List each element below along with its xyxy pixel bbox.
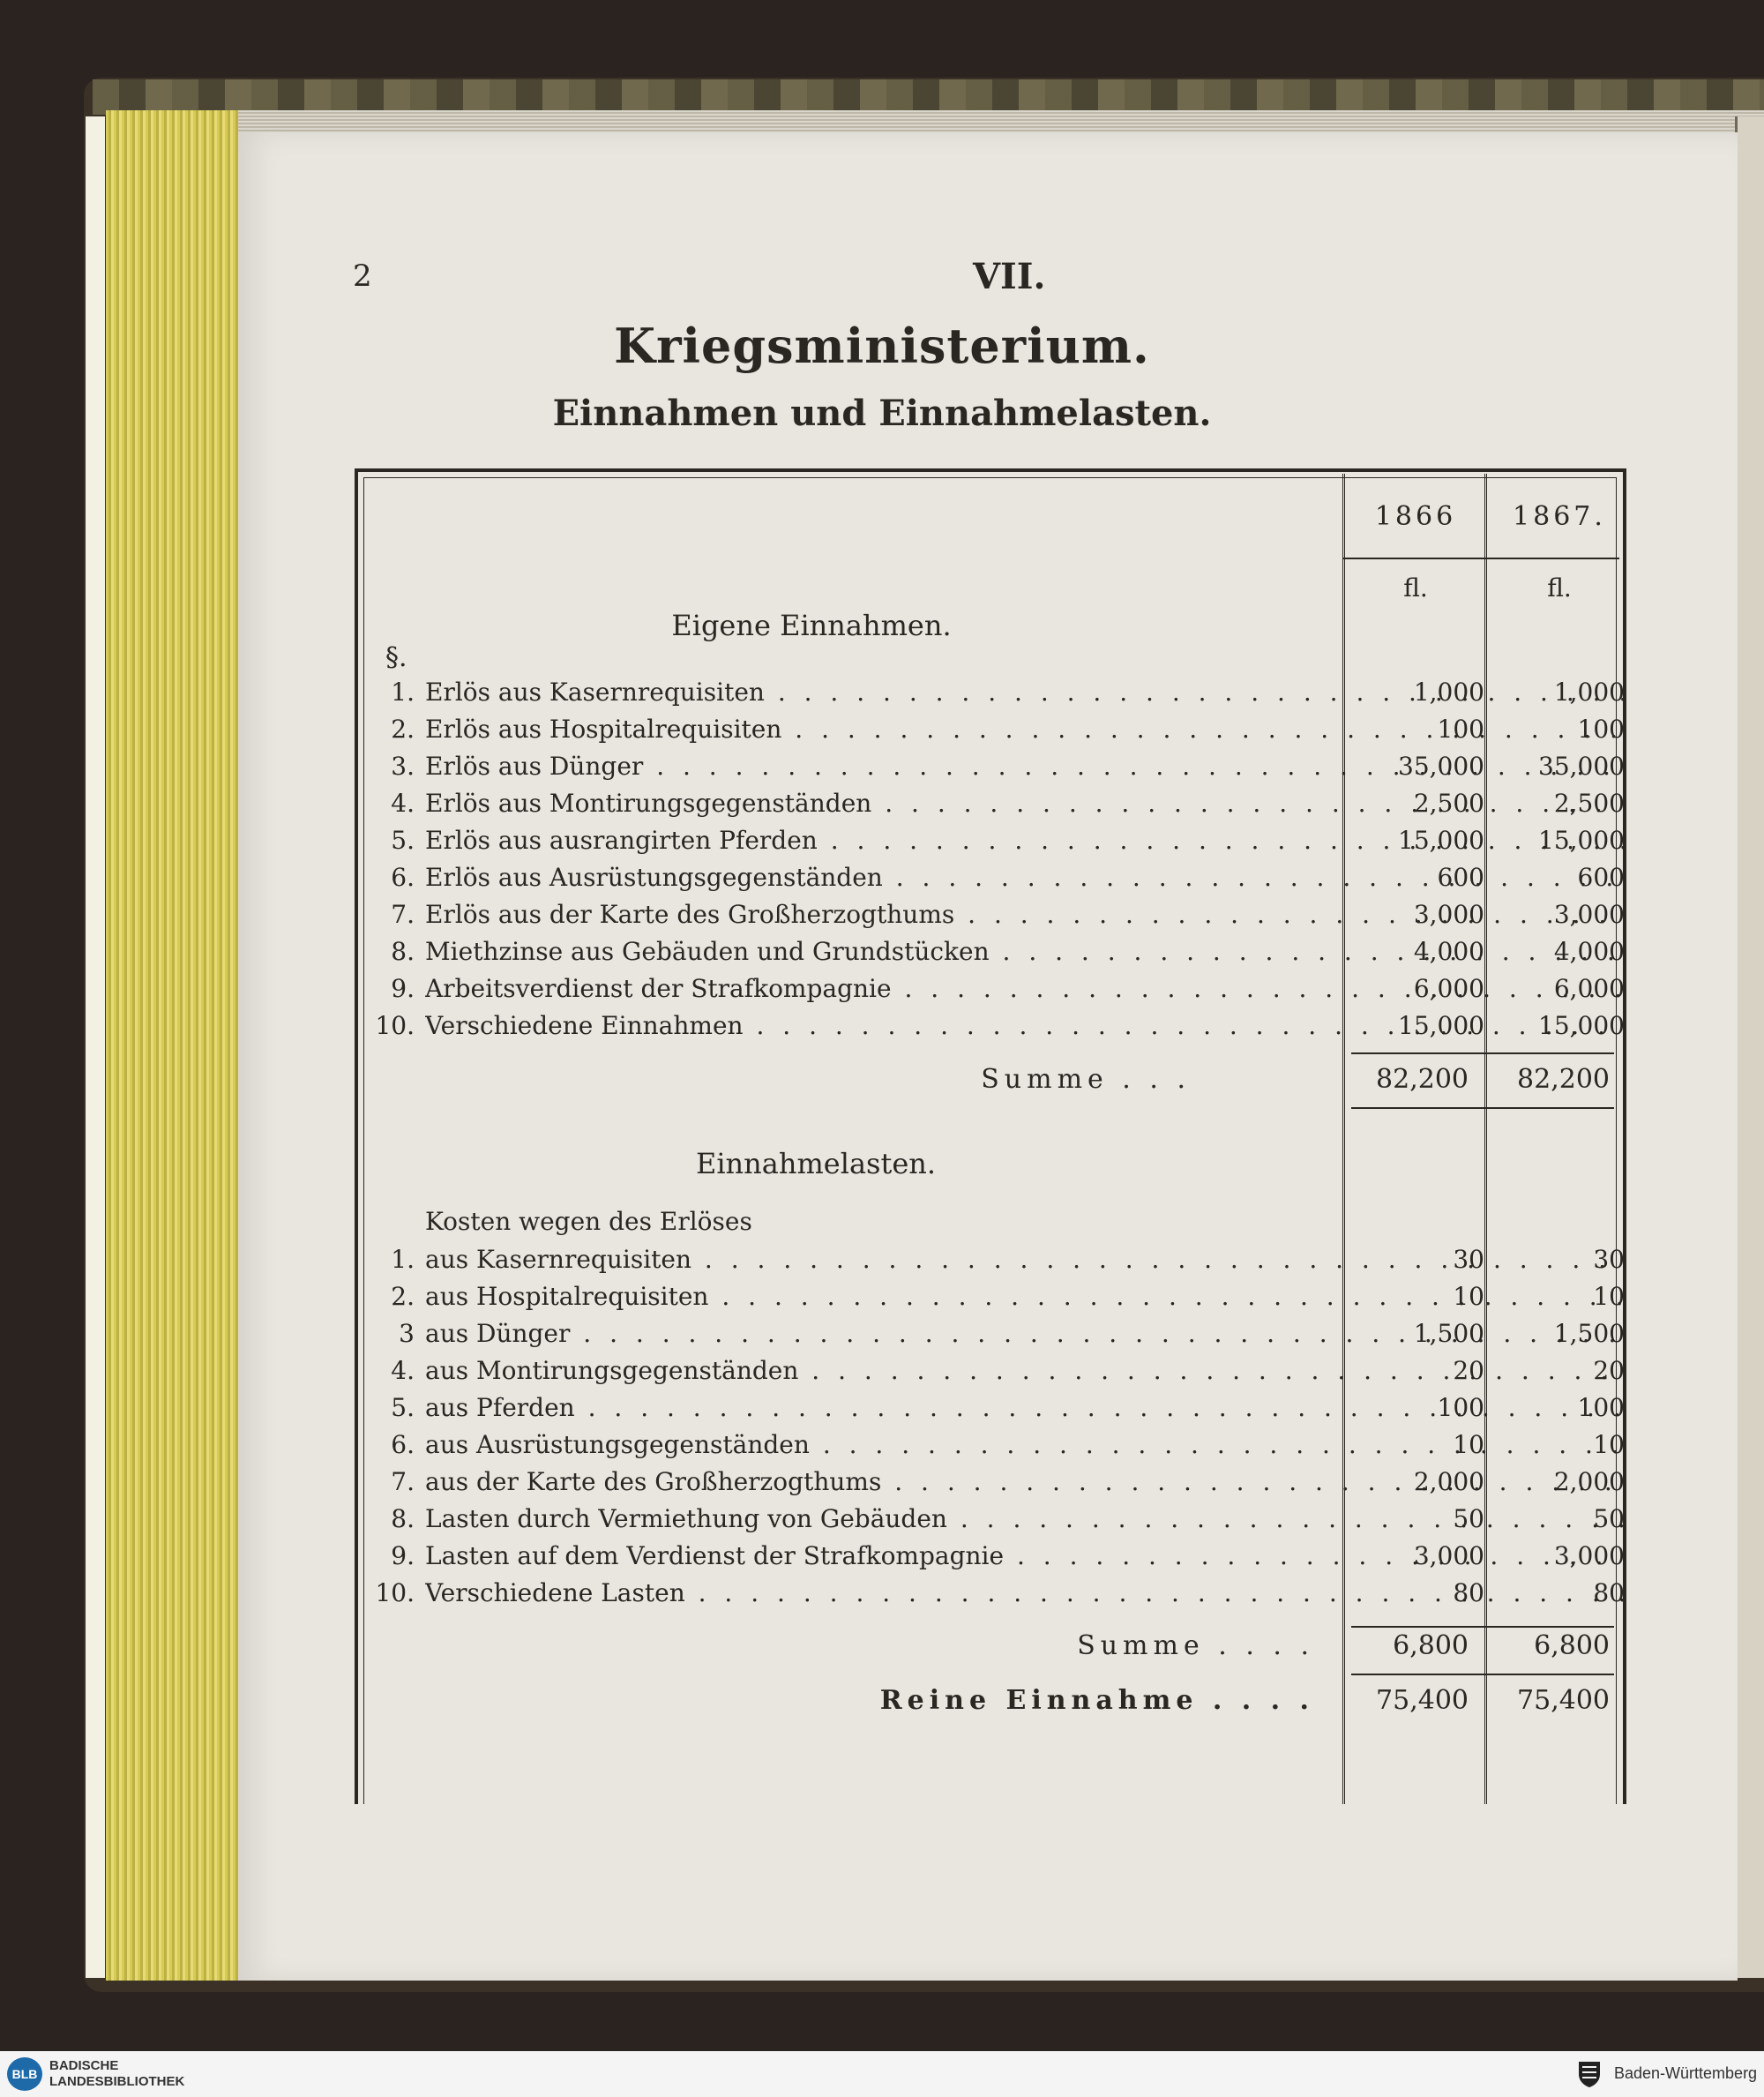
row-number: 10. [375, 1578, 415, 1607]
row-label: Erlös aus Ausrüstungsgegenständen . . . [425, 860, 1623, 895]
value-1866: 6,000 [1413, 974, 1484, 1003]
value-1867: 30 [1593, 1245, 1625, 1274]
row-label: Miethzinse aus Gebäuden und Grundstücken . . . [425, 934, 1623, 970]
value-1867: 100 [1577, 1393, 1625, 1422]
table-row [370, 1427, 1623, 1463]
value-1866: 100 [1437, 1393, 1484, 1422]
row-label: aus Kasernrequisiten . . . [425, 1242, 1623, 1277]
row-number: 5. [391, 826, 415, 855]
value-1867: 1,500 [1553, 1319, 1625, 1348]
row-number: 1. [391, 678, 415, 707]
row-number: 5. [391, 1393, 415, 1422]
row-number: 3. [391, 752, 415, 781]
row-number: 8. [391, 1504, 415, 1533]
value-1867: 100 [1577, 715, 1625, 744]
burdens-sum-1866: 6,800 [1393, 1630, 1469, 1661]
row-number: 1. [391, 1245, 415, 1274]
value-1866: 15,000 [1398, 826, 1484, 855]
row-number: 8. [391, 937, 415, 966]
value-1867: 600 [1577, 863, 1625, 892]
chapter-number: VII. [973, 256, 1046, 297]
table-row [370, 971, 1623, 1007]
row-label: Erlös aus der Karte des Großherzogthums . . . [425, 897, 1623, 932]
row-label: aus Pferden . . . [425, 1390, 1623, 1426]
value-1866: 20 [1453, 1356, 1484, 1385]
row-number: 4. [391, 1356, 415, 1385]
value-1866: 10 [1453, 1430, 1484, 1459]
row-number: 9. [391, 1541, 415, 1570]
library-name-line2: LANDESBIBLIOTHEK [49, 2074, 185, 2089]
value-1866: 80 [1453, 1578, 1484, 1607]
crest-icon [1577, 2060, 1602, 2088]
table-row [370, 712, 1623, 747]
row-label: Verschiedene Lasten . . . [425, 1576, 1623, 1611]
net-income-1867: 75,400 [1517, 1685, 1610, 1716]
table-row [370, 1242, 1623, 1277]
row-label: aus Dünger . . . [425, 1316, 1623, 1352]
row-label: Verschiedene Einnahmen . . . [425, 1008, 1623, 1044]
value-1866: 10 [1453, 1282, 1484, 1311]
state-name[interactable]: Baden-Württemberg [1614, 2064, 1758, 2082]
table-row [370, 934, 1623, 970]
sum-rule-bottom [1351, 1107, 1614, 1109]
value-1866: 4,000 [1413, 937, 1484, 966]
row-label: Erlös aus Hospitalrequisiten . . . [425, 712, 1623, 747]
page-title: Kriegsministerium. [614, 318, 1150, 374]
page-subtitle: Einnahmen und Einnahmelasten. [552, 393, 1212, 434]
value-1866: 2,000 [1413, 1467, 1484, 1496]
burdens-sum-1867: 6,800 [1534, 1630, 1610, 1661]
row-number: 4. [391, 789, 415, 818]
value-1866: 3,000 [1413, 1541, 1484, 1570]
value-1866: 100 [1437, 715, 1484, 744]
table-row [370, 1576, 1623, 1611]
burdens-intro: Kosten wegen des Erlöses [425, 1207, 752, 1236]
value-1867: 50 [1593, 1504, 1625, 1533]
blb-logo-icon[interactable]: BLB [7, 2057, 42, 2091]
value-1867: 35,000 [1538, 752, 1625, 781]
row-number: 3 [399, 1319, 415, 1348]
value-1866: 600 [1437, 863, 1484, 892]
value-1867: 6,000 [1553, 974, 1625, 1003]
sum-rule-bottom [1351, 1674, 1614, 1675]
row-number: 7. [391, 1467, 415, 1496]
row-label: Arbeitsverdienst der Strafkompagnie . . . [425, 971, 1623, 1007]
table-row [370, 1008, 1623, 1044]
row-number: 2. [391, 1282, 415, 1311]
table-row [370, 823, 1623, 858]
burdens-heading: Einnahmelasten. [695, 1147, 937, 1180]
net-income-1866: 75,400 [1376, 1685, 1469, 1716]
unit-header-1867: fl. [1547, 573, 1572, 603]
value-1866: 35,000 [1398, 752, 1484, 781]
value-1867: 80 [1593, 1578, 1625, 1607]
row-number: 7. [391, 900, 415, 929]
value-1866: 3,000 [1413, 900, 1484, 929]
value-1866: 50 [1453, 1504, 1484, 1533]
value-1867: 10 [1593, 1430, 1625, 1459]
value-1867: 20 [1593, 1356, 1625, 1385]
value-1866: 1,500 [1413, 1319, 1484, 1348]
table-row [370, 860, 1623, 895]
income-sum-label: Summe . . . [981, 1064, 1191, 1095]
row-label: Erlös aus ausrangirten Pferden . . . [425, 823, 1623, 858]
net-income-label: Reine Einnahme . . . . [879, 1685, 1314, 1716]
value-1867: 2,000 [1553, 1467, 1625, 1496]
table-row [370, 1279, 1623, 1314]
gilt-page-edges [106, 110, 238, 1981]
row-label: Lasten auf dem Verdienst der Strafkompagnie . . . [425, 1539, 1623, 1574]
library-footer [0, 2051, 1764, 2097]
row-label: aus Montirungsgegenständen . . . [425, 1353, 1623, 1389]
income-heading: Eigene Einnahmen. [671, 609, 952, 642]
year-header-rule [1342, 558, 1619, 559]
row-number: 6. [391, 863, 415, 892]
page-number: 2 [353, 258, 372, 294]
value-1866: 2,500 [1413, 789, 1484, 818]
row-label: Erlös aus Dünger . . . [425, 749, 1623, 784]
table-row [370, 1316, 1623, 1352]
burdens-sum-label: Summe . . . . [1077, 1630, 1314, 1661]
library-name-line1: BADISCHE [49, 2058, 119, 2073]
table-row [370, 1353, 1623, 1389]
table-row [370, 1464, 1623, 1500]
table-row [370, 749, 1623, 784]
table-row [370, 786, 1623, 821]
row-number: 9. [391, 974, 415, 1003]
marbled-cover-edge [93, 79, 1764, 115]
row-label: aus Ausrüstungsgegenständen . . . [425, 1427, 1623, 1463]
row-number: 6. [391, 1430, 415, 1459]
row-label: Erlös aus Montirungsgegenständen . . . [425, 786, 1623, 821]
value-1867: 2,500 [1553, 789, 1625, 818]
income-sum-1867: 82,200 [1517, 1064, 1610, 1095]
library-name[interactable] [49, 2058, 184, 2090]
value-1867: 1,000 [1553, 678, 1625, 707]
value-1866: 15,000 [1398, 1011, 1484, 1040]
table-row [370, 1502, 1623, 1537]
row-label: aus der Karte des Großherzogthums . . . [425, 1464, 1623, 1500]
row-label: aus Hospitalrequisiten . . . [425, 1279, 1623, 1314]
row-label: Erlös aus Kasernrequisiten . . . [425, 675, 1623, 710]
value-1867: 3,000 [1553, 1541, 1625, 1570]
column-header-1866: 1866 [1374, 501, 1457, 532]
value-1867: 10 [1593, 1282, 1625, 1311]
value-1866: 30 [1453, 1245, 1484, 1274]
sum-rule-top [1351, 1626, 1614, 1628]
income-sum-1866: 82,200 [1376, 1064, 1469, 1095]
row-number: 10. [375, 1011, 415, 1040]
table-row [370, 897, 1623, 932]
value-1867: 4,000 [1553, 937, 1625, 966]
table-row [370, 1539, 1623, 1574]
row-number: 2. [391, 715, 415, 744]
value-1867: 15,000 [1538, 826, 1625, 855]
sum-rule-top [1351, 1052, 1614, 1054]
value-1866: 1,000 [1413, 678, 1484, 707]
unit-header-1866: fl. [1403, 573, 1428, 603]
column-header-1867: 1867. [1513, 501, 1606, 532]
table-row [370, 675, 1623, 710]
value-1867: 3,000 [1553, 900, 1625, 929]
table-row [370, 1390, 1623, 1426]
paragraph-sign: §. [385, 642, 407, 673]
row-label: Lasten durch Vermiethung von Gebäuden . . . [425, 1502, 1623, 1537]
value-1867: 15,000 [1538, 1011, 1625, 1040]
